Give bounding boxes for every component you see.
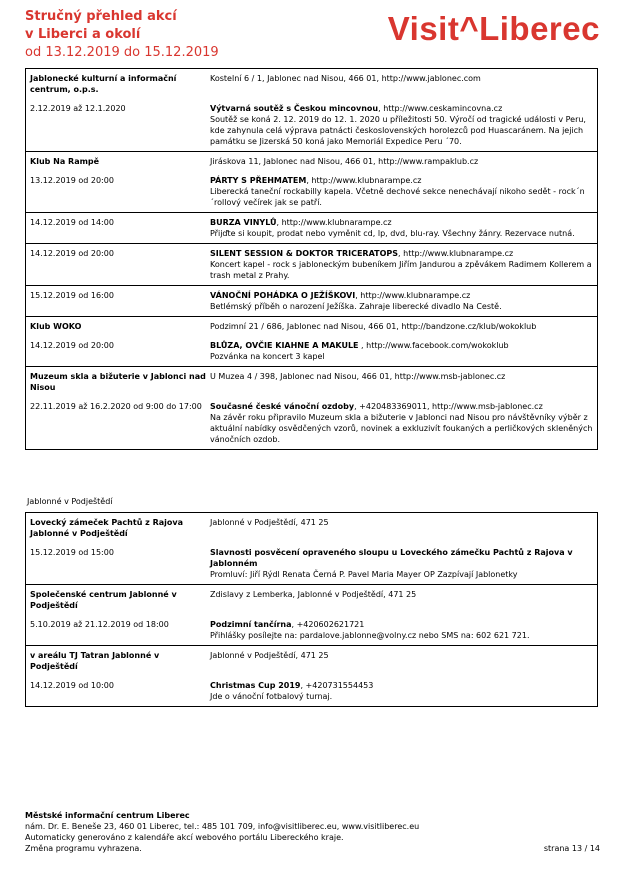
- venue-name: Společenské centrum Jablonné v Podještědí: [30, 590, 177, 610]
- page-header: [25, 8, 600, 66]
- venue-name: Jablonecké kulturní a informační centrum, o.p.s.: [30, 74, 177, 94]
- page-footer: [25, 810, 600, 854]
- event-date: 22.11.2019 až 16.2.2020 od 9:00 do 17:00: [30, 402, 202, 411]
- event-title-line: [210, 175, 593, 186]
- event-title-line: [210, 401, 593, 412]
- event-date: 2.12.2019 až 12.1.2020: [30, 104, 126, 113]
- footer-note: Změna programu vyhrazena.: [25, 844, 142, 853]
- event-description: Soutěž se koná 2. 12. 2019 do 12. 1. 2020 u příležitosti 50. Výročí od tragické události v Peru, kde zahynula celá výprava patnácti československých horolezců pod Huascaránem. Na jejich památku se Jizerská 50 koná jako Memoriál Expedice Peru ´70.: [210, 115, 586, 146]
- venue-header-row: [26, 317, 597, 332]
- event-row: [26, 212, 597, 243]
- event-title-line: [210, 340, 593, 351]
- event-title: PÁRTY S PŘEHMATEM: [210, 176, 307, 185]
- event-title-suffix: , http://www.facebook.com/wokoklub: [358, 341, 509, 350]
- event-row: [26, 167, 597, 212]
- event-title-suffix: , http://www.klubnarampe.cz: [276, 218, 392, 227]
- event-details: [210, 332, 597, 366]
- event-title-line: [210, 680, 593, 691]
- event-description: Pozvánka na koncert 3 kapel: [210, 352, 325, 361]
- event-details: [210, 672, 597, 706]
- header-title-line2: v Liberci a okolí: [25, 27, 141, 42]
- event-title-suffix: , +420602621721: [291, 620, 365, 629]
- event-description: Betlémský příběh o narození Ježíška. Zahraje liberecké divadlo Na Cestě.: [210, 302, 502, 311]
- venue-header-row: [26, 585, 597, 611]
- event-description: Přihlášky posílejte na: pardalove.jablonne@volny.cz nebo SMS na: 602 621 721.: [210, 631, 530, 640]
- venue-header-row: [26, 152, 597, 167]
- event-row: [26, 332, 597, 366]
- event-title-suffix: , http://www.klubnarampe.cz: [306, 176, 422, 185]
- event-title: Christmas Cup 2019: [210, 681, 301, 690]
- venue-section: [26, 513, 597, 585]
- event-row: [26, 243, 597, 285]
- event-title: BLŮZA, OVČIE KIAHNE A MAKULE: [210, 341, 359, 350]
- venue-address: Podzimní 21 / 686, Jablonec nad Nisou, 466 01, http://bandzone.cz/klub/wokoklub: [210, 322, 537, 331]
- event-title: Podzimní tančírna: [210, 620, 292, 629]
- footer-note: Automaticky generováno z kalendáře akcí webového portálu Libereckého kraje.: [25, 833, 344, 842]
- venue-header-row: [26, 646, 597, 672]
- venue-header-row: [26, 367, 597, 393]
- event-description: Na závěr roku připravilo Muzeum skla a bižuterie v Jablonci nad Nisou pro návštěvníky výběr z aktuální nabídky osvědčených vzorů, novinek a exkluzivít foukaných a perličkových skleněných vánočních ozdob.: [210, 413, 593, 444]
- event-details: [210, 95, 597, 151]
- event-date: 15.12.2019 od 16:00: [30, 291, 114, 300]
- venue-address: Jablonné v Podještědí, 471 25: [210, 518, 329, 527]
- venue-name: v areálu TJ Tatran Jablonné v Podještědí: [30, 651, 160, 671]
- event-date: 14.12.2019 od 20:00: [30, 341, 114, 350]
- event-title-line: [210, 248, 593, 259]
- venue-name: Klub Na Rampě: [30, 157, 100, 166]
- event-title-suffix: , http://www.klubnarampe.cz: [355, 291, 471, 300]
- visit-liberec-logo: Visit^Liberec: [387, 10, 600, 47]
- venue-name: Lovecký zámeček Pachtů z Rajova Jablonné v Podještědí: [30, 518, 184, 538]
- event-title-line: [210, 103, 593, 114]
- event-description: Přijďte si koupit, prodat nebo vyměnit cd, lp, dvd, blu-ray. Všechny žánry. Rezervace nutná.: [210, 229, 575, 238]
- venue-name: Klub WOKO: [30, 322, 82, 331]
- venue-address: Kostelní 6 / 1, Jablonec nad Nisou, 466 01, http://www.jablonec.com: [210, 74, 481, 83]
- event-details: [210, 167, 597, 212]
- event-title-line: [210, 217, 593, 228]
- venue-address: Zdislavy z Lemberka, Jablonné v Podještědí, 471 25: [210, 590, 417, 599]
- event-title-suffix: , +420483369011, http://www.msb-jablonec.cz: [354, 402, 543, 411]
- venue-address: U Muzea 4 / 398, Jablonec nad Nisou, 466 01, http://www.msb-jablonec.cz: [210, 372, 506, 381]
- event-description: Koncert kapel - rock s jabloneckým bubeníkem Jiřím Jandurou a zpěvákem Radimem Kollerem a trash metal z Prahy.: [210, 260, 592, 280]
- event-description: Liberecká taneční rockabilly kapela. Včetně dechové sekce nenechávají nikoho sedět - rock´n´rollový večírek jak se patří.: [210, 187, 585, 207]
- venue-section: [26, 152, 597, 317]
- venue-section: [26, 585, 597, 646]
- event-row: [26, 672, 597, 706]
- event-details: [210, 286, 597, 316]
- event-row: [26, 285, 597, 316]
- event-description: Promluví: Jiří Rýdl Renata Černá P. Pavel Maria Mayer OP Zazpívají Jablonetky: [210, 570, 518, 579]
- page-number: strana 13 / 14: [543, 844, 600, 853]
- event-title-suffix: , http://www.ceskamincovna.cz: [378, 104, 503, 113]
- event-details: [210, 213, 597, 243]
- event-row: [26, 393, 597, 449]
- venue-address: Jiráskova 11, Jablonec nad Nisou, 466 01, http://www.rampaklub.cz: [210, 157, 479, 166]
- venue-header-row: [26, 69, 597, 95]
- section-label: Jablonné v Podještědí: [27, 497, 113, 506]
- event-title-suffix: , +420731554453: [300, 681, 374, 690]
- footer-org: Městské informační centrum Liberec: [25, 811, 190, 820]
- event-row: [26, 611, 597, 645]
- header-date-range: od 13.12.2019 do 15.12.2019: [25, 45, 219, 60]
- event-title-line: [210, 547, 593, 569]
- event-title-line: [210, 290, 593, 301]
- venue-section: [26, 367, 597, 449]
- venue-section: [26, 317, 597, 367]
- header-title-line1: Stručný přehled akcí: [25, 9, 177, 24]
- event-title: Výtvarná soutěž s Českou mincovnou: [210, 104, 379, 113]
- event-date: 13.12.2019 od 20:00: [30, 176, 114, 185]
- event-title: VÁNOČNÍ POHÁDKA O JEŽÍŠKOVI: [210, 291, 356, 300]
- event-details: [210, 539, 597, 584]
- footer-address: nám. Dr. E. Beneše 23, 460 01 Liberec, tel.: 485 101 709, info@visitliberec.eu, www.visitliberec.eu: [25, 822, 420, 831]
- event-details: [210, 244, 597, 285]
- event-description: Jde o vánoční fotbalový turnaj.: [210, 692, 333, 701]
- event-title-line: [210, 619, 593, 630]
- event-date: 5.10.2019 až 21.12.2019 od 18:00: [30, 620, 169, 629]
- event-row: [26, 539, 597, 584]
- venue-section: [26, 646, 597, 706]
- event-details: [210, 393, 597, 449]
- event-title: Současné české vánoční ozdoby: [210, 402, 355, 411]
- event-title: Slavnosti posvěcení opraveného sloupu u Loveckého zámečku Pachtů z Rajova v Jablonném: [210, 548, 573, 568]
- venue-header-row: [26, 513, 597, 539]
- venue-address: Jablonné v Podještědí, 471 25: [210, 651, 329, 660]
- event-title-suffix: , http://www.klubnarampe.cz: [398, 249, 514, 258]
- event-title: SILENT SESSION & DOKTOR TRICERATOPS: [210, 249, 399, 258]
- event-date: 14.12.2019 od 14:00: [30, 218, 114, 227]
- event-title: BURZA VINYLŮ: [210, 218, 277, 227]
- venue-name: Muzeum skla a bižuterie v Jablonci nad Nisou: [30, 372, 206, 392]
- event-date: 15.12.2019 od 15:00: [30, 548, 114, 557]
- event-row: [26, 95, 597, 151]
- event-date: 14.12.2019 od 20:00: [30, 249, 114, 258]
- events-table: [25, 68, 598, 450]
- venue-section: [26, 69, 597, 152]
- events-table: [25, 512, 598, 707]
- event-date: 14.12.2019 od 10:00: [30, 681, 114, 690]
- event-details: [210, 611, 597, 645]
